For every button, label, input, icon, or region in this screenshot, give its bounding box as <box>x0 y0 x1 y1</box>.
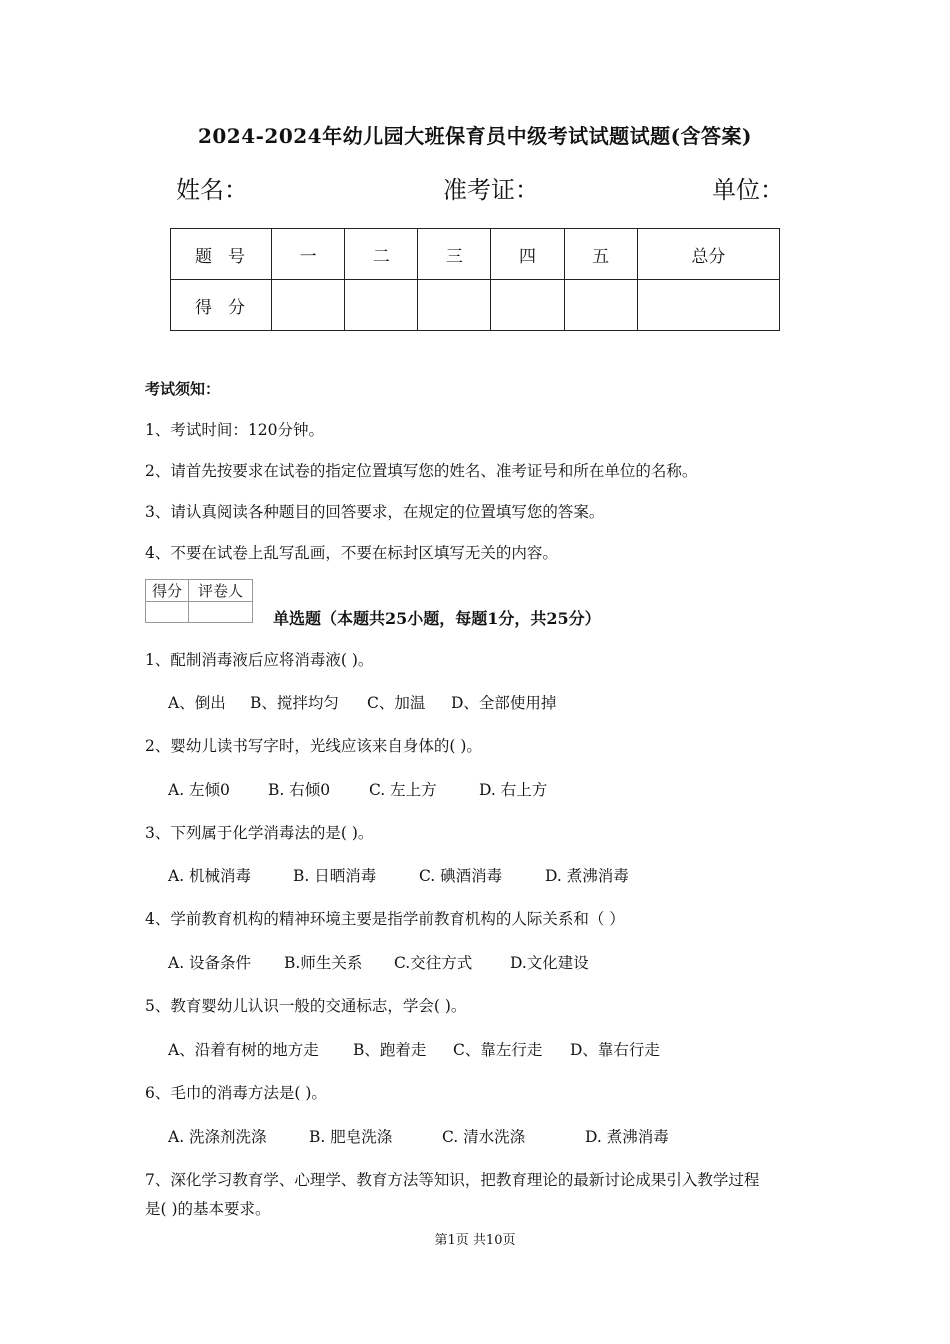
page-footer: 第1页 共10页 <box>434 1233 516 1248</box>
option-d: D、靠右行走 <box>570 1041 660 1059</box>
question-7-stem-line-2: 是( )的基本要求。 <box>145 1200 271 1218</box>
option-a: A. 机械消毒 <box>168 867 252 885</box>
score-header-3: 三 <box>418 229 491 280</box>
option-d: D.文化建设 <box>510 954 589 972</box>
notice-item-1: 1、考试时间：120分钟。 <box>145 421 324 439</box>
question-2-stem: 2、婴幼儿读书写字时，光线应该来自身体的( )。 <box>145 737 482 755</box>
score-cell-1[interactable] <box>272 280 345 331</box>
option-b: B. 肥皂洗涤 <box>309 1128 393 1146</box>
option-c: C. 碘酒消毒 <box>419 867 503 885</box>
score-header-4: 四 <box>491 229 564 280</box>
grader-box <box>145 579 253 623</box>
option-a: A、倒出 <box>168 694 226 712</box>
question-4-options <box>168 951 589 973</box>
question-4-stem: 4、学前教育机构的精神环境主要是指学前教育机构的人际关系和（ ） <box>145 910 625 928</box>
question-3-options <box>168 864 629 886</box>
option-c: C. 清水洗涤 <box>442 1128 526 1146</box>
option-a: A. 洗涤剂洗涤 <box>168 1128 267 1146</box>
grader-score-cell[interactable] <box>146 602 189 623</box>
question-6-stem: 6、毛巾的消毒方法是( )。 <box>145 1084 327 1102</box>
option-a: A. 设备条件 <box>168 954 252 972</box>
question-5-stem: 5、教育婴幼儿认识一般的交通标志，学会( )。 <box>145 997 467 1015</box>
notice-item-3: 3、请认真阅读各种题目的回答要求，在规定的位置填写您的答案。 <box>145 503 605 521</box>
question-5-options <box>168 1038 660 1060</box>
notice-item-2: 2、请首先按要求在试卷的指定位置填写您的姓名、准考证号和所在单位的名称。 <box>145 462 698 480</box>
score-cell-4[interactable] <box>491 280 564 331</box>
question-6-options <box>168 1125 669 1147</box>
option-d: D. 煮沸消毒 <box>545 867 629 885</box>
option-c: C.交往方式 <box>394 954 473 972</box>
question-number-label: 题号 <box>171 229 272 280</box>
option-d: D. 右上方 <box>479 781 548 799</box>
candidate-fields <box>0 170 950 210</box>
option-b: B、跑着走 <box>353 1041 427 1059</box>
section-title: 单选题（本题共25小题，每题1分，共25分） <box>273 609 601 628</box>
grader-reviewer-label: 评卷人 <box>189 580 253 602</box>
score-header-total: 总分 <box>637 229 779 280</box>
unit-label: 单位： <box>712 176 784 204</box>
option-c: C、靠左行走 <box>453 1041 543 1059</box>
score-table <box>170 228 780 331</box>
score-header-1: 一 <box>272 229 345 280</box>
name-label: 姓名： <box>176 176 248 204</box>
question-1-options <box>168 691 556 713</box>
score-table-header-row <box>171 229 780 280</box>
notice-heading: 考试须知： <box>145 380 221 398</box>
score-cell-3[interactable] <box>418 280 491 331</box>
score-label: 得分 <box>171 280 272 331</box>
option-b: B. 右倾0 <box>268 781 331 799</box>
page-title: 2024-2024年幼儿园大班保育员中级考试试题试题(含答案) <box>197 124 753 148</box>
score-table-score-row <box>171 280 780 331</box>
notice-item-4: 4、不要在试卷上乱写乱画，不要在标封区填写无关的内容。 <box>145 544 558 562</box>
grader-reviewer-cell[interactable] <box>189 602 253 623</box>
option-d: D、全部使用掉 <box>451 694 557 712</box>
option-a: A、沿着有树的地方走 <box>168 1041 319 1059</box>
score-header-2: 二 <box>345 229 418 280</box>
question-2-options <box>168 778 547 800</box>
option-a: A. 左倾0 <box>168 781 230 799</box>
option-b: B.师生关系 <box>284 954 363 972</box>
exam-id-label: 准考证： <box>443 176 539 204</box>
question-3-stem: 3、下列属于化学消毒法的是( )。 <box>145 824 374 842</box>
grader-score-label: 得分 <box>146 580 189 602</box>
option-c: C. 左上方 <box>369 781 437 799</box>
score-cell-total[interactable] <box>637 280 779 331</box>
score-cell-5[interactable] <box>564 280 637 331</box>
question-7-stem-line-1: 7、深化学习教育学、心理学、教育方法等知识，把教育理论的最新讨论成果引入教学过程 <box>145 1171 760 1189</box>
option-b: B、搅拌均匀 <box>250 694 339 712</box>
score-cell-2[interactable] <box>345 280 418 331</box>
score-header-5: 五 <box>564 229 637 280</box>
question-1-stem: 1、配制消毒液后应将消毒液( )。 <box>145 651 374 669</box>
option-b: B. 日晒消毒 <box>293 867 377 885</box>
option-c: C、加温 <box>367 694 426 712</box>
option-d: D. 煮沸消毒 <box>585 1128 669 1146</box>
